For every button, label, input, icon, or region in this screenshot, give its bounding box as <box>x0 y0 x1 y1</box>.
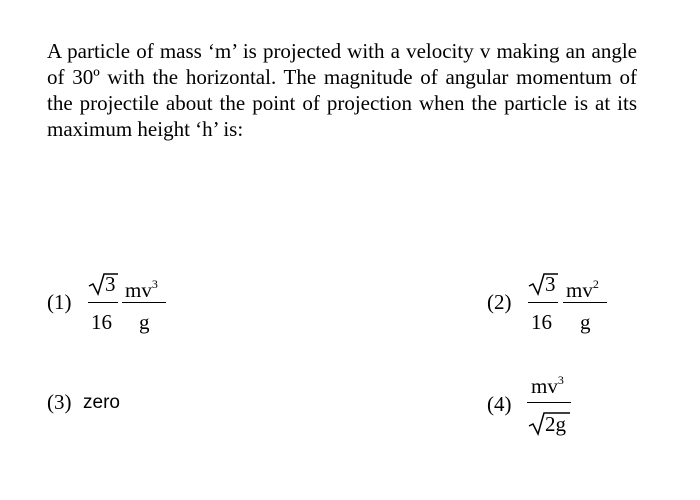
option-1-num-var: mv <box>125 278 152 302</box>
option-2-label: (2) <box>487 290 512 314</box>
option-4-numerator <box>531 373 564 399</box>
option-1-coef-den: 16 <box>91 310 112 334</box>
question-text: A particle of mass ‘m’ is projected with a velocity v making an angle of 30º with the horizontal. The magnitude of angular momentum of the projectile about the point of projection when the particle is at its maximum height ‘h’ is: <box>47 39 637 141</box>
option-2-coef-bar <box>528 302 558 303</box>
option-1-coef-bar <box>88 302 118 303</box>
option-2-num-var: mv <box>566 278 593 302</box>
option-2-numerator <box>566 277 599 303</box>
option-1-label: (1) <box>47 290 72 314</box>
option-1-den-var: g <box>139 310 150 334</box>
option-2-num-exp: 2 <box>592 277 599 291</box>
option-2-den-var: g <box>580 310 591 334</box>
option-4-num-var: mv <box>531 374 558 398</box>
option-2-fraction-bar <box>563 302 607 303</box>
option-1-fraction-bar <box>122 302 166 303</box>
option-1-numerator <box>125 277 158 303</box>
option-4-num-exp: 3 <box>557 373 564 387</box>
option-2-radicand: 3 <box>545 272 556 296</box>
option-4-label: (4) <box>487 392 512 416</box>
option-3-text: zero <box>83 392 120 413</box>
option-4-fraction-bar <box>527 402 571 403</box>
option-4-radicand: 2g <box>545 412 566 436</box>
option-1-radicand: 3 <box>105 272 116 296</box>
option-3-label: (3) <box>47 390 72 414</box>
option-1-num-exp: 3 <box>151 277 158 291</box>
option-2-coef-den: 16 <box>531 310 552 334</box>
